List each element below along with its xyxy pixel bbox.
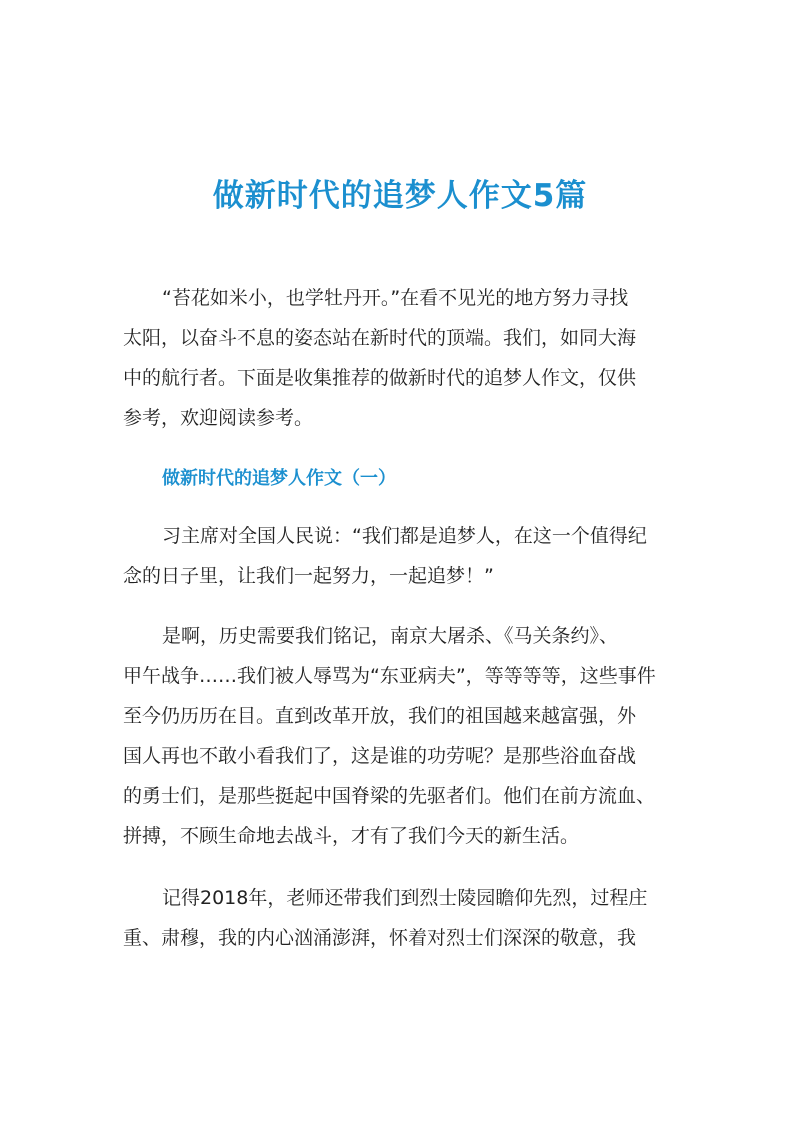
section-heading: 做新时代的追梦人作文（一） — [162, 468, 396, 489]
intro-paragraph — [123, 278, 683, 438]
text-line: 拼搏，不顾生命地去战斗，才有了我们今天的新生活。 — [123, 825, 580, 847]
paragraph — [123, 878, 683, 958]
text-line: 太阳，以奋斗不息的姿态站在新时代的顶端。我们，如同大海 — [123, 327, 637, 349]
text-line: 记得2018年，老师还带我们到烈士陵园瞻仰先烈，过程庄 — [162, 887, 648, 909]
text-line: 是啊，历史需要我们铭记，南京大屠杀、《马关条约》、 — [162, 625, 619, 647]
text-line: 念的日子里，让我们一起努力，一起追梦！” — [123, 565, 494, 587]
text-line: 国人再也不敢小看我们了，这是谁的功劳呢？是那些浴血奋战 — [123, 745, 637, 767]
paragraph — [123, 516, 683, 596]
text-line: 重、肃穆，我的内心汹涌澎湃，怀着对烈士们深深的敬意，我 — [123, 927, 637, 949]
text-line: 中的航行者。下面是收集推荐的做新时代的追梦人作文，仅供 — [123, 367, 637, 389]
text-line: 至今仍历历在目。直到改革开放，我们的祖国越来越富强，外 — [123, 705, 637, 727]
text-line: 习主席对全国人民说：“我们都是追梦人，在这一个值得纪 — [162, 525, 647, 547]
text-line: 甲午战争……我们被人辱骂为“东亚病夫”，等等等等，这些事件 — [123, 665, 656, 687]
text-line: 参考，欢迎阅读参考。 — [123, 407, 314, 429]
text-line: “苔花如米小，也学牡丹开。”在看不见光的地方努力寻找 — [162, 287, 629, 309]
paragraph — [123, 616, 683, 856]
text-line: 的勇士们，是那些挺起中国脊梁的先驱者们。他们在前方流血、 — [123, 785, 656, 807]
document-title: 做新时代的追梦人作文5篇 — [212, 178, 588, 214]
